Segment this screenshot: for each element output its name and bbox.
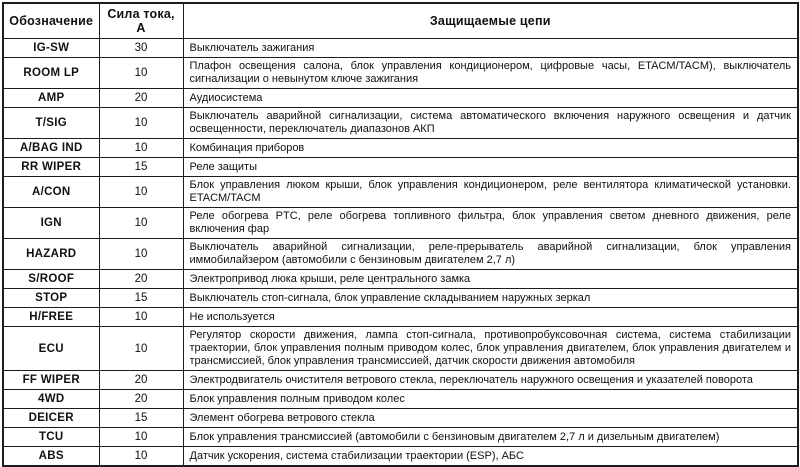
column-header-amperage: Сила тока, А bbox=[99, 3, 183, 39]
table-row bbox=[3, 289, 798, 308]
designation-cell: H/FREE bbox=[3, 308, 99, 327]
circuits-cell: Датчик ускорения, система стабилизации траектории (ESP), АБС bbox=[183, 447, 798, 467]
designation-cell: FF WIPER bbox=[3, 371, 99, 390]
table-row bbox=[3, 371, 798, 390]
amperage-cell: 10 bbox=[99, 108, 183, 139]
amperage-cell: 20 bbox=[99, 371, 183, 390]
designation-cell: ECU bbox=[3, 327, 99, 371]
amperage-cell: 10 bbox=[99, 447, 183, 467]
table-row bbox=[3, 428, 798, 447]
circuits-cell: Выключатель аварийной сигнализации, реле-прерыватель аварийной сигнализации, блок управления иммобилайзером (автомобили с бензиновым двигателем 2,7 л) bbox=[183, 239, 798, 270]
circuits-cell: Выключатель стоп-сигнала, блок управление складыванием наружных зеркал bbox=[183, 289, 798, 308]
designation-cell: HAZARD bbox=[3, 239, 99, 270]
table-row bbox=[3, 39, 798, 58]
designation-cell: STOP bbox=[3, 289, 99, 308]
table-row bbox=[3, 177, 798, 208]
circuits-cell: Блок управления трансмиссией (автомобили с бензиновым двигателем 2,7 л и дизельным двигателем) bbox=[183, 428, 798, 447]
circuits-cell: Не используется bbox=[183, 308, 798, 327]
circuits-cell: Электропривод люка крыши, реле центрального замка bbox=[183, 270, 798, 289]
table-row bbox=[3, 447, 798, 467]
circuits-cell: Реле защиты bbox=[183, 158, 798, 177]
amperage-cell: 10 bbox=[99, 239, 183, 270]
circuits-cell: Выключатель аварийной сигнализации, система автоматического включения наружного освещения и датчик освещенности, переключатель диапазонов АКП bbox=[183, 108, 798, 139]
amperage-cell: 10 bbox=[99, 428, 183, 447]
table-row bbox=[3, 58, 798, 89]
amperage-cell: 10 bbox=[99, 308, 183, 327]
designation-cell: IG-SW bbox=[3, 39, 99, 58]
amperage-cell: 10 bbox=[99, 208, 183, 239]
amperage-cell: 15 bbox=[99, 158, 183, 177]
table-row bbox=[3, 208, 798, 239]
designation-cell: AMP bbox=[3, 89, 99, 108]
circuits-cell: Выключатель зажигания bbox=[183, 39, 798, 58]
amperage-cell: 10 bbox=[99, 58, 183, 89]
fuse-table bbox=[2, 2, 799, 467]
amperage-cell: 10 bbox=[99, 139, 183, 158]
table-row bbox=[3, 390, 798, 409]
circuits-cell: Аудиосистема bbox=[183, 89, 798, 108]
table-body bbox=[3, 39, 798, 467]
circuits-cell: Блок управления полным приводом колес bbox=[183, 390, 798, 409]
amperage-cell: 15 bbox=[99, 289, 183, 308]
circuits-cell: Элемент обогрева ветрового стекла bbox=[183, 409, 798, 428]
table-row bbox=[3, 327, 798, 371]
amperage-cell: 10 bbox=[99, 177, 183, 208]
designation-cell: T/SIG bbox=[3, 108, 99, 139]
circuits-cell: Комбинация приборов bbox=[183, 139, 798, 158]
amperage-cell: 20 bbox=[99, 89, 183, 108]
table-row bbox=[3, 409, 798, 428]
table-row bbox=[3, 108, 798, 139]
amperage-cell: 30 bbox=[99, 39, 183, 58]
designation-cell: S/ROOF bbox=[3, 270, 99, 289]
designation-cell: ROOM LP bbox=[3, 58, 99, 89]
table-row bbox=[3, 270, 798, 289]
column-header-circuits: Защищаемые цепи bbox=[183, 3, 798, 39]
designation-cell: DEICER bbox=[3, 409, 99, 428]
circuits-cell: Блок управления люком крыши, блок управления кондиционером, реле вентилятора климатической установки. ETACM/TACM bbox=[183, 177, 798, 208]
table-row bbox=[3, 89, 798, 108]
column-header-designation: Обозначение bbox=[3, 3, 99, 39]
amperage-cell: 20 bbox=[99, 270, 183, 289]
circuits-cell: Плафон освещения салона, блок управления кондиционером, цифровые часы, ETACM/TACM), выключатель сигнализации о невынутом ключе зажигания bbox=[183, 58, 798, 89]
designation-cell: TCU bbox=[3, 428, 99, 447]
table-header-row bbox=[3, 3, 798, 39]
designation-cell: A/BAG IND bbox=[3, 139, 99, 158]
designation-cell: ABS bbox=[3, 447, 99, 467]
table-row bbox=[3, 308, 798, 327]
circuits-cell: Регулятор скорости движения, лампа стоп-сигнала, противопробуксовочная система, система стабилизации траектории, блок управления полным приводом колес, блок управления двигателем, блок управления двигателем и трансмиссией, блок управления трансмиссией, датчик скорости движения автомобиля bbox=[183, 327, 798, 371]
amperage-cell: 10 bbox=[99, 327, 183, 371]
amperage-cell: 15 bbox=[99, 409, 183, 428]
table-row bbox=[3, 158, 798, 177]
table-row bbox=[3, 139, 798, 158]
designation-cell: IGN bbox=[3, 208, 99, 239]
designation-cell: RR WIPER bbox=[3, 158, 99, 177]
circuits-cell: Реле обогрева PTC, реле обогрева топливного фильтра, блок управления светом дневного движения, реле включения фар bbox=[183, 208, 798, 239]
designation-cell: A/CON bbox=[3, 177, 99, 208]
table-row bbox=[3, 239, 798, 270]
designation-cell: 4WD bbox=[3, 390, 99, 409]
circuits-cell: Электродвигатель очистителя ветрового стекла, переключатель наружного освещения и указателей поворота bbox=[183, 371, 798, 390]
amperage-cell: 20 bbox=[99, 390, 183, 409]
